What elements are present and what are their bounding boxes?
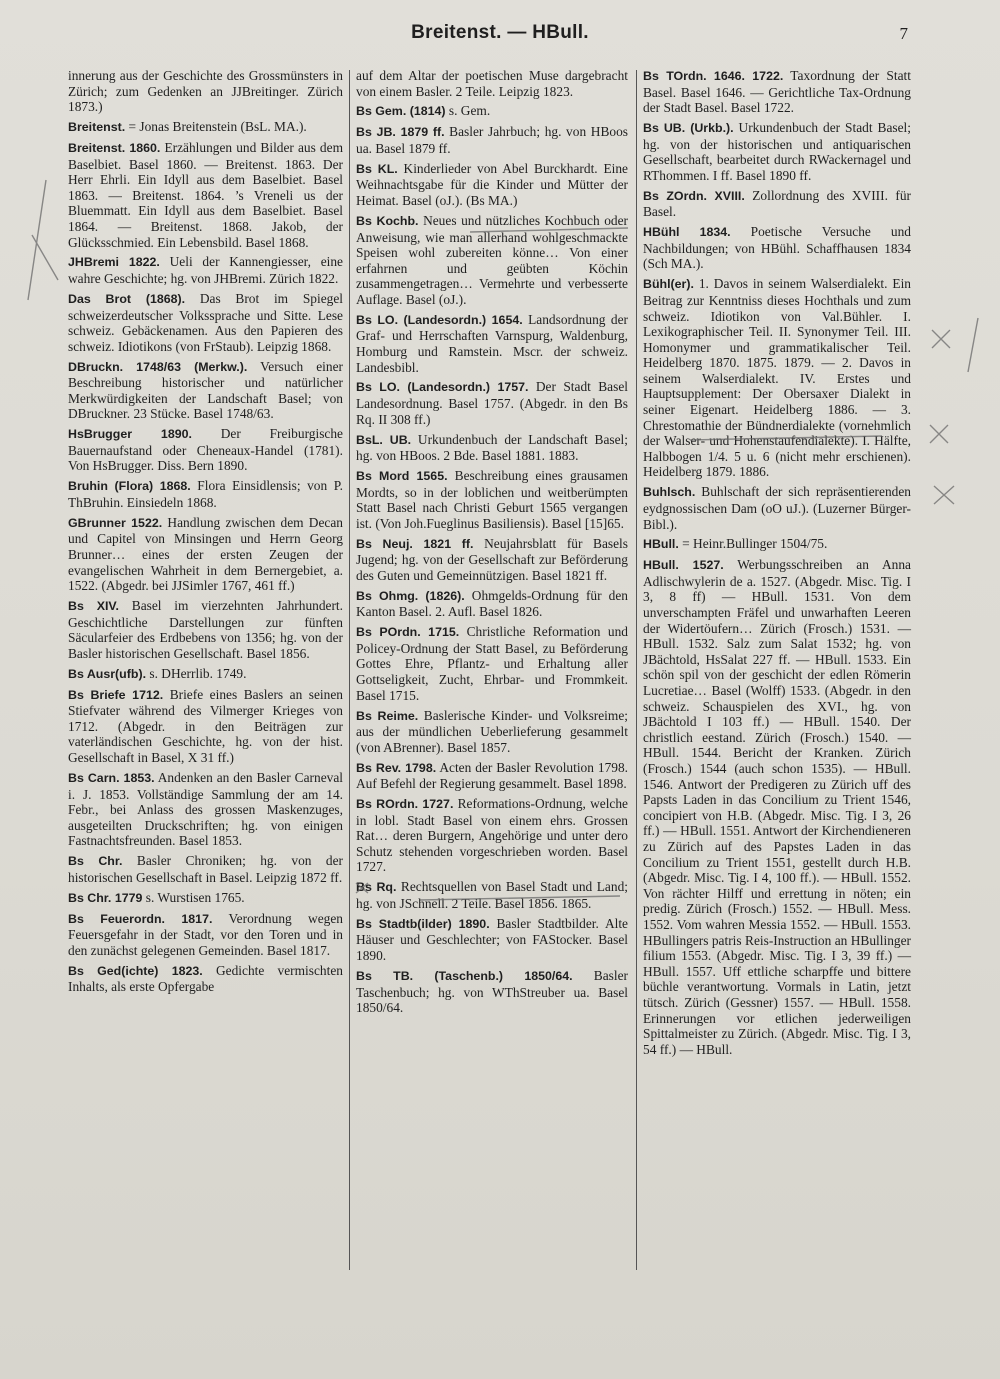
entry-text: Urkundenbuch der Landschaft Basel; hg. von HBoos. 2 Bde. Basel 1881. 1883. xyxy=(356,431,628,464)
bibliography-entry xyxy=(356,536,628,584)
entry-key: DBruckn. 1748/63 (Merkw.). xyxy=(68,359,248,374)
entry-text: Basler Taschenbuch; hg. von WThStreuber ua. Basel 1850/64. xyxy=(356,967,628,1016)
bibliography-entry xyxy=(68,140,343,250)
entry-text: Basler Jahrbuch; hg. von HBoos ua. Basel 1879 ff. xyxy=(356,124,628,156)
bibliography-entry xyxy=(356,432,628,464)
entry-key: Bs Rq. xyxy=(356,880,397,895)
entry-key: Buhlsch. xyxy=(643,485,696,500)
entry-key: JHBremi 1822. xyxy=(68,255,160,270)
entry-text: Gedichte vermischten Inhalts, als erste Opfergabe xyxy=(68,962,343,995)
bibliography-entry xyxy=(356,879,628,911)
bibliography-entry xyxy=(356,468,628,531)
text-column-left xyxy=(68,68,343,999)
entry-key: Bs Mord 1565. xyxy=(356,469,448,484)
entry-text: Basler Stadtbilder. Alte Häuser und Geschlechter; von FAStocker. Basel 1890. xyxy=(356,915,628,964)
entry-key: HBühl 1834. xyxy=(643,225,731,240)
bibliography-entry xyxy=(356,161,628,209)
entry-text: Urkundenbuch der Stadt Basel; hg. von der historischen und antiquarischen Gesellschaft, bearbeitet durch RWackernagel und RThommen. I ff. Basel 1890 ff. xyxy=(643,120,911,183)
entry-text: Buhlschaft der sich repräsentierenden eydgnossischen Dam (oO uJ.). (Luzerner Bürger-Bibl.). xyxy=(643,484,911,532)
entry-text: Erzählungen und Bilder aus dem Baselbiet. Basel 1860. — Breitenst. 1863. Der Herr Ehrli. Ein Idyll aus dem Baselbiet. Basel 1863. — Breitenst. 1864. ’s Vreneli us der Bluemmatt. Ein Idyll aus dem Baselbiet. Basel 1864. — Breitenst. 1868. Jakob, der Glücksschmied. Ein Lebensbild. Basel 1868. xyxy=(68,139,343,250)
entry-key: HsBrugger 1890. xyxy=(68,427,192,442)
bibliography-entry xyxy=(643,188,911,220)
entry-text: s. DHerrlib. 1749. xyxy=(146,665,247,681)
entry-text: Werbungsschreiben an Anna Adlischwylerin de a. 1527. (Abgedr. Misc. Tig. I 3, 8 ff) — HBull. 1531. Von dem unverschampten Fräfel und unwarhaften Leeren der Widertöufern… Zürich (Frosch.) 1531. — HBull. 1532. Salz zum Salat 1532; hg. von JBächtold, HsSalat 227 ff. — HBull. 1533. Ein schön spil von der geschicht der edlen Römerin Lucretiae… Basel (Wolff) 1533. (Abgedr. in den schweiz. Schauspielen des XVI., hg. von JBächtold I 103 ff.) — HBull. 1540. Der christlich eestand. Zürich (Frosch.) 1540. — HBull. 1544. Bericht der Kranken. Zürich (Frosch.) 1544 (auch schon 1535). — HBull. 1546. Antwort der Predigeren zu Zürich uff des Papsts Laden in das Concilium zu Trient 1546, concipiert von H.B. (Abgedr. Misc. Tig. I 3, 26 ff.) — HBull. 1551. Antwort der Kirchendieneren zu Zürich auf des Papstes Laden in das Concilium zu Trient 1551, gestellt durch H.B. (Abgedr. Misc. Tig. I 4, 100 ff.). — HBull. 1552. Von rächter Hilff und errettung in nöten; ein predig. Zürich (Frosch.) 1552. — HBull. Mess. 1552. Vom wahren Messia 1552. — HBull. 1553. HBullingers patris Reis-Instruction an HBullinger filium 1553. (Abgedr. Misc. Tig. I 3, 39 ff.) — HBull. 1557. Uff ettliche scharpffe und bittere büchle verantwortung. Vormals in Latin, jetzt tütsch. Zürich (Gessner) 1557. — HBull. 1558. Erinnerungen vor etlichen jederweiligen Spittalmeister zu Zürich. (Abgedr. Misc. Tig. I 3, 54 ff.) — HBull. xyxy=(643,557,911,1057)
entry-text: Der Freiburgische Bauernaufstand oder Cheneaux-Handel (1781). Von HsBrugger. Diss. Bern 1890. xyxy=(68,426,343,474)
entry-key: Bs TOrdn. 1646. 1722. xyxy=(643,69,784,83)
entry-key: Bs Ausr(ufb). xyxy=(68,666,147,681)
entry-key: Bs Chr. 1779 xyxy=(68,890,143,905)
entry-text: Neujahrsblatt für Basels Jugend; hg. von der Gesellschaft zur Beförderung des Guten und Gemeinnützigen. Basel 1821 ff. xyxy=(356,535,628,583)
entry-text: Basler Chroniken; hg. von der historischen Gesellschaft in Basel. Leipzig 1872 ff. xyxy=(68,853,343,885)
bibliography-entry xyxy=(68,68,343,115)
pencil-mark-left-1 xyxy=(28,180,46,300)
entry-text: Rechtsquellen von Basel Stadt und Land; hg. von JSchnell. 2 Teile. Basel 1856. 1865. xyxy=(356,879,628,911)
bibliography-entry xyxy=(68,687,343,766)
entry-text: auf dem Altar der poetischen Muse dargebracht von einem Basler. 2 Teile. Leipzig 1823. xyxy=(356,68,628,99)
bibliography-entry xyxy=(68,911,343,959)
bibliography-entry xyxy=(356,312,628,375)
entry-key: Breitenst. 1860. xyxy=(68,140,161,155)
entry-text: Ohmgelds-Ordnung für den Kanton Basel. 2. Aufl. Basel 1826. xyxy=(356,587,628,620)
bibliography-entry xyxy=(356,796,628,875)
entry-key: Bs Reime. xyxy=(356,708,419,723)
entry-key: Bs Rev. 1798. xyxy=(356,760,437,775)
entry-key: HBull. xyxy=(643,537,679,552)
bibliography-entry xyxy=(356,968,628,1016)
entry-key: Bs ROrdn. 1727. xyxy=(356,797,454,812)
column-divider xyxy=(636,70,637,1270)
bibliography-entry xyxy=(68,254,343,286)
pencil-mark-left-2 xyxy=(32,235,58,280)
text-column-right xyxy=(643,68,911,1062)
bibliography-entry xyxy=(356,213,628,308)
bibliography-entry xyxy=(643,484,911,532)
entry-key: Bs LO. (Landesordn.) 1654. xyxy=(356,312,523,327)
entry-text: Taxordnung der Statt Basel. Basel 1646. — Gerichtliche Tax-Ordnung der Stadt Basel. Basel 1722. xyxy=(643,68,911,116)
bibliography-entry xyxy=(68,426,343,474)
entry-key: Bs Feuerordn. 1817. xyxy=(68,911,213,926)
bibliography-entry xyxy=(356,760,628,792)
entry-key: Das Brot (1868). xyxy=(68,291,186,306)
bibliography-entry xyxy=(68,853,343,885)
entry-text: 1. Davos in seinem Walserdialekt. Ein Beitrag zur Kenntniss dieses Hochthals und zum schweiz. Idiotikon von Val.Bühler. I. Lexikographischer Teil. II. Synonymer Teil. III. Homonymer und grammatikalischer Teil. Heidelberg 1870. 1875. 1879. — 2. Davos in seinem Walserdialekt. IV. Erstes und Hauptsupplement: Der Obersaxer Dialekt in seiner Eigenart. Heidelberg 1886. — 3. Chrestomathie der Bündnerdialekte (vornehmlich der Walser- und Hohenstaufendialekte). I. Hälfte, Halbbogen 1/4. 5 u. 6 (nicht mehr erschienen). Heidelberg 1879. 1886. xyxy=(643,276,911,480)
entry-text: Reformations-Ordnung, welche in lobl. Stadt Basel von einem ehrs. Grossen Rat… deren Burgern, Angehörige und unter dero Schutz stehenden vorgeschrieben worden. Basel 1727. xyxy=(356,796,628,875)
bibliography-entry xyxy=(356,124,628,156)
entry-key: Bs XIV. xyxy=(68,599,119,614)
entry-key: Bs ZOrdn. XVIII. xyxy=(643,188,745,203)
entry-text: Flora Einsidlensis; von P. ThBruhin. Einsiedeln 1868. xyxy=(68,478,344,510)
entry-key: BsL. UB. xyxy=(356,432,412,447)
entry-key: Bs LO. (Landesordn.) 1757. xyxy=(356,380,529,395)
pencil-cross-right-1 xyxy=(932,330,950,348)
entry-text: Versuch einer Beschreibung historischer und natürlicher Merkwürdigkeiten der Landschaft Basel; von DBruckner. 23 Stücke. Basel 1748/63. xyxy=(68,358,343,422)
bibliography-entry xyxy=(356,708,628,756)
entry-text: Beschreibung eines grausamen Mordts, so in der loblichen und weitberümpten Statt Basel nach Christi Geburt 1565 vergangen ist. (Von Joh.Fueglinus Basiliensis). Basel [15]65. xyxy=(356,468,628,531)
entry-key: Bruhin (Flora) 1868. xyxy=(68,479,191,494)
bibliography-entry xyxy=(643,536,911,553)
entry-key: Bs KL. xyxy=(356,161,398,176)
entry-key: Bs Ged(ichte) 1823. xyxy=(68,963,203,978)
entry-key: Bühl(er). xyxy=(643,277,694,292)
entry-key: Bs TB. (Taschenb.) 1850/64. xyxy=(356,968,573,983)
entry-text: Handlung zwischen dem Decan und Capitel von Minsingen und Herrn Georg Brunner… eines der ersten Zeugen der evangelischen Wahrheit in dem Bernergebiet, a. 1522. (Abgedr. bei JJSimler 1767, 461 ff.) xyxy=(68,514,343,594)
entry-text: Baslerische Kinder- und Volksreime; aus der mündlichen Ueberlieferung gesammelt (von ABrenner). Basel 1857. xyxy=(356,707,628,755)
column-divider xyxy=(349,70,350,1270)
entry-key: Breitenst. xyxy=(68,120,126,135)
bibliography-entry xyxy=(68,119,343,136)
bibliography-entry xyxy=(643,120,911,183)
entry-key: Bs Kochb. xyxy=(356,213,419,228)
bibliography-entry xyxy=(356,624,628,703)
entry-key: Bs Chr. xyxy=(68,854,123,869)
pencil-mark-right-2 xyxy=(968,318,978,372)
entry-key: Bs Briefe 1712. xyxy=(68,687,164,702)
entry-key: Bs Carn. 1853. xyxy=(68,770,155,785)
bibliography-entry xyxy=(68,478,343,510)
bibliography-entry xyxy=(356,68,628,99)
bibliography-entry xyxy=(68,359,343,422)
entry-key: Bs Stadtb(ilder) 1890. xyxy=(356,916,490,931)
bibliography-entry xyxy=(68,963,343,995)
bibliography-entry xyxy=(356,379,628,427)
entry-text: Ueli der Kannengiesser, eine wahre Geschichte; hg. von JHBremi. Zürich 1822. xyxy=(68,254,344,287)
bibliography-entry xyxy=(68,666,343,683)
bibliography-entry xyxy=(643,224,911,272)
text-column-middle xyxy=(356,68,628,1020)
entry-text: Basel im vierzehnten Jahrhundert. Geschichtliche Darstellungen zur fünften Säcularfeier des Erdbebens von 1356; hg. von der Basler historischen Gesellschaft. Basel 1856. xyxy=(68,598,344,661)
entry-text: s. Gem. xyxy=(445,103,491,119)
bibliography-entry xyxy=(68,770,343,849)
entry-text: = Jonas Breitenstein (BsL. MA.). xyxy=(125,119,307,135)
entry-key: Bs UB. (Urkb.). xyxy=(643,121,734,136)
bibliography-entry xyxy=(68,598,343,661)
running-header xyxy=(0,22,1000,52)
entry-text: Andenken an den Basler Carneval i. J. 1853. Vollständige Sammlung der am 14. Febr., bei Anlass des grossen Maskenzuges, ausgeteilten Druckschriften; hg. von einigen Fastnachtsfreunden. Basel 1853. xyxy=(68,769,343,849)
entry-key: Bs Neuj. 1821 ff. xyxy=(356,536,474,551)
entry-key: HBull. 1527. xyxy=(643,558,724,573)
entry-text: Verordnung wegen Feuersgefahr in der Stadt, vor den Toren und in den zunächst gelegenen Gemeinden. Basel 1817. xyxy=(68,910,343,958)
bibliography-entry xyxy=(68,291,343,354)
entry-text: innerung aus der Geschichte des Grossmünsters in Zürich; zum Gedenken an JJBreitinger. Zürich 1873.) xyxy=(68,68,343,115)
entry-text: Zollordnung des XVIII. für Basel. xyxy=(643,187,911,220)
entry-text: Briefe eines Baslers an seinen Stiefvater während des Vilmerger Krieges von 1712. (Abgedr. in den Beiträgen zur vaterländischen Geschichte, hg. von der hist. Gesellschaft in Basel, X 31 ff.) xyxy=(68,686,343,766)
bibliography-entry xyxy=(643,276,911,480)
entry-key: Bs Gem. (1814) xyxy=(356,104,446,119)
bibliography-entry xyxy=(68,890,343,907)
entry-text: = Heinr.Bullinger 1504/75. xyxy=(678,536,828,552)
page-number: 7 xyxy=(899,24,908,43)
bibliography-entry xyxy=(356,103,628,120)
entry-key: Bs JB. 1879 ff. xyxy=(356,125,445,140)
bibliography-entry xyxy=(643,68,911,116)
entry-key: Bs POrdn. 1715. xyxy=(356,625,460,640)
bibliography-entry xyxy=(68,515,343,594)
entry-text: s. Wurstisen 1765. xyxy=(142,889,245,905)
entry-text: Landsordnung der Graf- und Herrschaften Varnspurg, Waldenburg, Homburg und Ramstein. Mscr. der schweiz. Landesbibl. xyxy=(356,311,628,375)
bibliography-entry xyxy=(356,588,628,620)
entry-text: Kinderlieder von Abel Burckhardt. Eine Weihnachtsgabe für die Kinder und Mütter der Heimat. Basel (oJ.). (Bs MA.) xyxy=(356,160,628,209)
bibliography-entry xyxy=(356,916,628,964)
bibliography-entry xyxy=(643,557,911,1057)
header-title: Breitenst. — HBull. xyxy=(411,22,589,43)
entry-text: Das Brot im Spiegel schweizerdeutscher Volkssprache und Sitte. Lese schweiz. Gebäckenamen. Aus den Papieren des schweiz. Idiotikons (von FrStaub). Leipzig 1868. xyxy=(68,290,344,354)
entry-text: Acten der Basler Revolution 1798. Auf Befehl der Regierung gesammelt. Basel 1898. xyxy=(356,759,629,792)
entry-text: Neues und nützliches Kochbuch oder Anweisung, wie man allerhand wohlgeschmackte Speisen wohl zubereiten könne… Von einer erfahrnen und geübten Köchin zusammengetragen… Vermehrte und verbesserte Auflage. Basel (oJ.). xyxy=(356,212,628,307)
entry-text: Poetische Versuche und Nachbildungen; von HBühl. Schaffhausen 1834 (Sch MA.). xyxy=(643,224,911,272)
entry-key: Bs Ohmg. (1826). xyxy=(356,588,465,603)
entry-key: GBrunner 1522. xyxy=(68,515,163,530)
entry-text: Christliche Reformation und Policey-Ordnung der Statt Basel, zu Beförderung Gottes Ehre, Pflantz- und Erhaltung aller Gottseligkeit, Zucht, Ehrbar- und Frommkeit. Basel 1715. xyxy=(356,624,628,703)
pencil-cross-right-4 xyxy=(934,486,954,504)
pencil-cross-right-3 xyxy=(930,425,948,443)
entry-text: Der Stadt Basel Landesordnung. Basel 1757. (Abgedr. in den Bs Rq. II 308 ff.) xyxy=(356,379,628,427)
